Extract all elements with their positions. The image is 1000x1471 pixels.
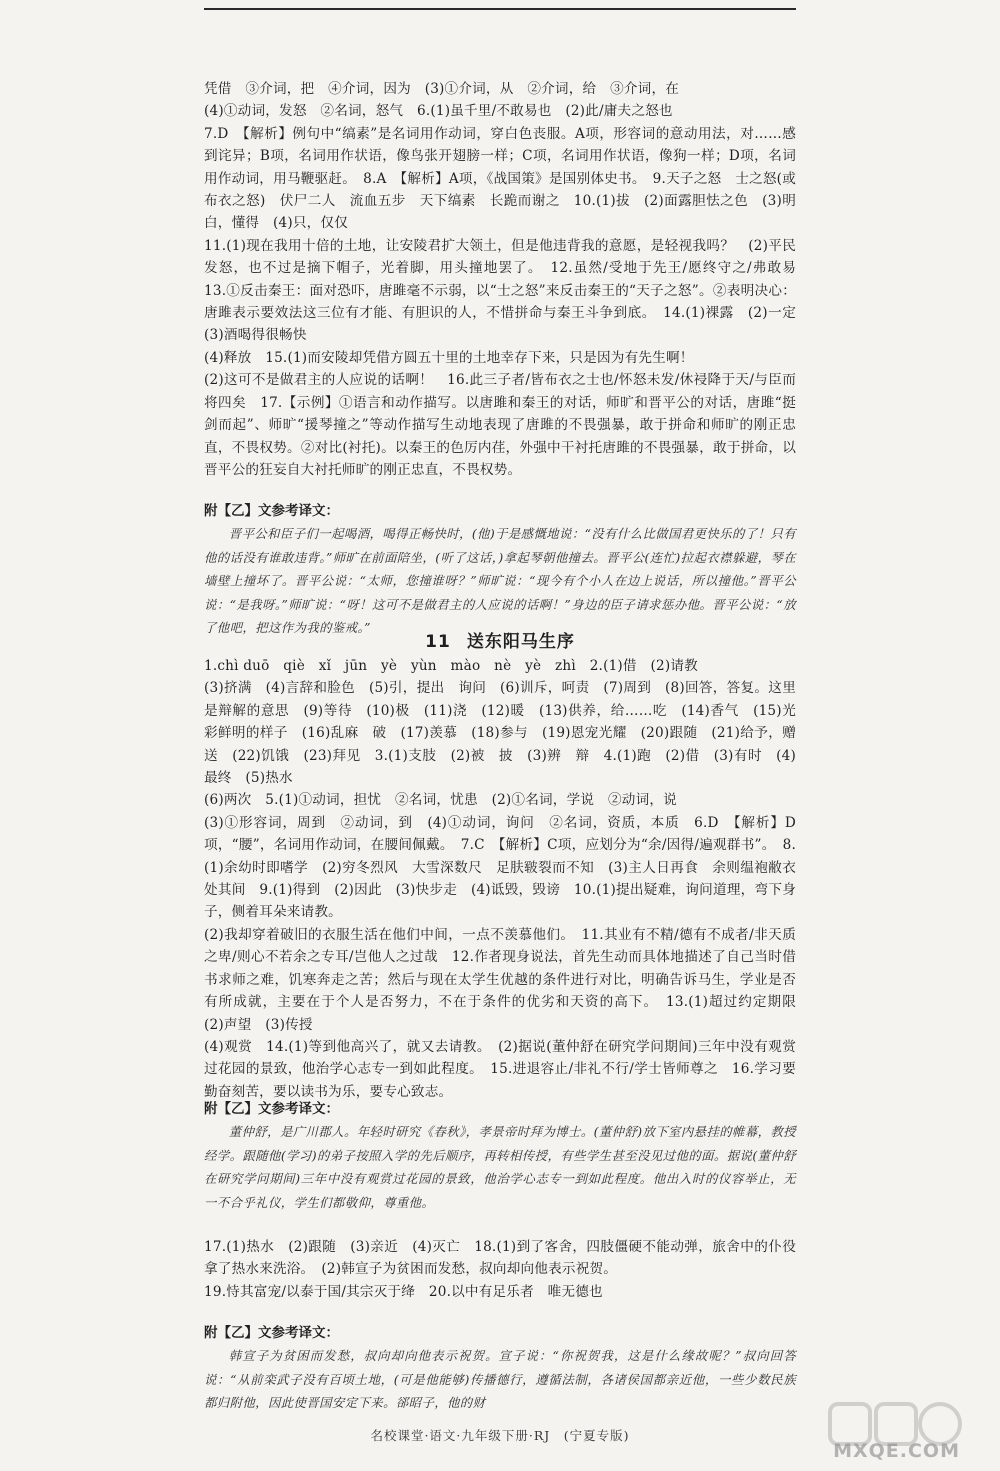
answer-line: 1.chì duō qiè xǐ jūn yè yùn mào nè yè zhì 2.(1)借 (2)请教 [204, 658, 698, 674]
section-number: 11 [425, 632, 451, 652]
answers-part-3 [204, 1236, 796, 1303]
answer-line: (6)两次 5.(1)①动词，担忧 ②名词，忧患 (2)①名词，学说 ②动词，说 [204, 792, 677, 809]
answer-line: 19.恃其富宠/以泰于国/其宗灭于绛 20.以中有足乐者 唯无德也 [204, 1283, 603, 1300]
page-footer: 名校课堂·语文·九年级下册·RJ (宁夏专版) [370, 1428, 630, 1443]
answer-line: (2)这可不是做君主的人应说的话啊！ 16.此三子者/皆布衣之士也/怀怒未发/休祲降于天/与臣而将四矣 17.【示例】①语言和动作描写。以唐雎和秦王的对话，师旷和晋平公的对话，唐雎“挺剑而起”、师旷“援琴撞之”等动作描写生动地表现了唐雎的不畏强暴，敢于拼命和师旷的刚正忠直，不畏权势。②对比(衬托)。以秦王的色厉内荏，外强中干衬托唐雎的不畏强暴，敢于拼命，以晋平公的狂妄自大衬托师旷的刚正忠直，不畏权势。 [204, 372, 796, 478]
translation-note-2 [204, 1098, 796, 1214]
answer-line: (4)观赏 14.(1)等到他高兴了，就又去请教。 (2)据说(董仲舒在研究学问期间)三年中没有观赏过花园的景致，他治学心志专一到如此程度。 15.进退容止/非礼不行/学士皆师尊之 16.学习要勤奋刻苦，要以读书为乐，要专心致志。 [204, 1038, 796, 1100]
answer-line: 17.(1)热水 (2)跟随 (3)亲近 (4)灭亡 18.(1)到了客舍，四肢僵硬不能动弹，旅舍中的仆役拿了热水来洗浴。 (2)韩宣子为贫困而发愁，叔向却向他表示祝贺。 [204, 1239, 796, 1278]
note-heading: 附【乙】文参考译文： [204, 1325, 339, 1341]
translation-note-3 [204, 1322, 796, 1415]
note-heading: 附【乙】文参考译文： [204, 1101, 339, 1117]
answer-line: (4)①动词，发怒 ②名词，怒气 6.(1)虽千里/不敢易也 (2)此/庸夫之怒也 [204, 103, 673, 120]
answers-part-2 [204, 655, 810, 1103]
note-body: 韩宣子为贫困而发愁，叔向却向他表示祝贺。宣子说：“你祝贺我，这是什么缘故呢？”叔向回答说：“从前栾武子没有百顷土地，(可是他能够)传播德行，遵循法制，各诸侯国都亲近他，一些少数民族都归附他，因此使晋国安定下来。郤昭子，他的财 [204, 1348, 796, 1410]
answer-line: (3)挤满 (4)言辞和脸色 (5)引，提出 询问 (6)训斥，呵责 (7)周到 (8)回答，答复。这里是辩解的意思 (9)等待 (10)极 (11)浇 (12)暖 (13)供养，给……吃 (14)香气 (15)光彩鲜明的样子 (16)乱麻 破 (17)羡慕 (18)参与 (19)恩宠光耀 (20)跟随 (21)给予，赠送 (22)饥饿 (23)拜见 3.(1)支肢 (2)被 披 (3)辨 辩 4.(1)跑 (2)借 (3)有时 (4)最终 (5)热水 [204, 680, 796, 787]
answers-part-1 [204, 78, 810, 481]
section-name: 送东阳马生序 [466, 632, 575, 652]
answer-line: 凭借 ③介词，把 ④介词，因为 (3)①介词，从 ②介词，给 ③介词，在 [204, 81, 680, 97]
watermark-text: MXQE.COM [833, 1440, 960, 1462]
section-title [204, 628, 796, 656]
note-heading: 附【乙】文参考译文： [204, 503, 339, 519]
note-body: 董仲舒，是广川郡人。年轻时研究《春秋》，孝景帝时拜为博士。(董仲舒)放下室内悬挂的帷幕，教授经学。跟随他(学习)的弟子按照入学的先后顺序，再转相传授，有些学生甚至没见过他的面。据说(董仲舒在研究学问期间)三年中没有观赏过花园的景致，他治学心志专一到如此程度。他出入时的仪容举止，无一不合乎礼仪，学生们都敬仰，尊重他。 [204, 1124, 796, 1210]
answer-line: (4)释放 15.(1)而安陵却凭借方圆五十里的土地幸存下来，只是因为有先生啊！ [204, 349, 694, 366]
note-body: 晋平公和臣子们一起喝酒，喝得正畅快时，(他)于是感慨地说：“没有什么比做国君更快乐的了！只有他的话没有谁敢违背。”师旷在前面陪坐，(听了这话，)拿起琴朝他撞去。晋平公(连忙)拉起衣襟躲避，琴在墙壁上撞坏了。晋平公说：“太师，您撞谁呀？”师旷说：“现今有个小人在边上说话，所以撞他。”晋平公说：“是我呀。”师旷说：“呀！这可不是做君主的人应说的话啊！”身边的臣子请求惩办他。晋平公说：“放了他吧，把这作为我的鉴戒。” [204, 526, 796, 635]
answer-line: 11.(1)现在我用十倍的土地，让安陵君扩大领土，但是他违背我的意愿，是轻视我吗？ (2)平民发怒，也不过是摘下帽子，光着脚，用头撞地罢了。 12.虽然/受地于先王/愿终守之/弗敢易 13.①反击秦王：面对恐吓，唐雎毫不示弱，以“士之怒”来反击秦王的“天子之怒”。②表明决心：唐雎表示要效法这三位有才能、有胆识的人，不惜拼命与秦王斗争到底。 14.(1)裸露 (2)一定 (3)酒喝得很畅快 [204, 237, 810, 344]
top-rule [204, 8, 796, 10]
translation-note-1 [204, 500, 796, 640]
answer-line: (3)①形容词，周到 ②动词，到 (4)①动词，询问 ②名词，资质，本质 6.D 【解析】D项，“腰”，名词用作动词，在腰间佩戴。 7.C 【解析】C项，应划分为“余/因得/遍观群书”。 8.(1)余幼时即嗜学 (2)穷冬烈风 大雪深数尺 足肤皲裂而不知 (3)主人日再食 余则缊袍敝衣处其间 9.(1)得到 (2)因此 (3)快步走 (4)诋毁，毁谤 10.(1)提出疑难，询问道理，弯下身子，侧着耳朵来请教。 [204, 814, 796, 921]
answer-line: 7.D 【解析】例句中“缟素”是名词用作动词，穿白色丧服。A项，形容词的意动用法，对……感到诧异；B项，名词用作状语，像鸟张开翅膀一样；C项，名词用作状语，像狗一样；D项，名词用作动词，用马鞭驱赶。 8.A 【解析】A项，《战国策》是国别体史书。 9.天子之怒 士之怒(或布衣之怒) 伏尸二人 流血五步 天下缟素 长跪而谢之 10.(1)拔 (2)面露胆怯之色 (3)明白，懂得 (4)只，仅仅 [204, 125, 796, 232]
answer-line: (2)我却穿着破旧的衣服生活在他们中间，一点不羡慕他们。 11.其业有不精/德有不成者/非天质之卑/则心不若余之专耳/岂他人之过哉 12.作者现身说法，首先生动而具体地描述了自己当时借书求师之难，饥寒奔走之苦；然后与现在太学生优越的条件进行对比，明确告诉马生，学业是否有所成就，主要在于个人是否努力，不在于条件的优劣和天资的高下。 13.(1)超过约定期限 (2)声望 (3)传授 [204, 926, 810, 1033]
